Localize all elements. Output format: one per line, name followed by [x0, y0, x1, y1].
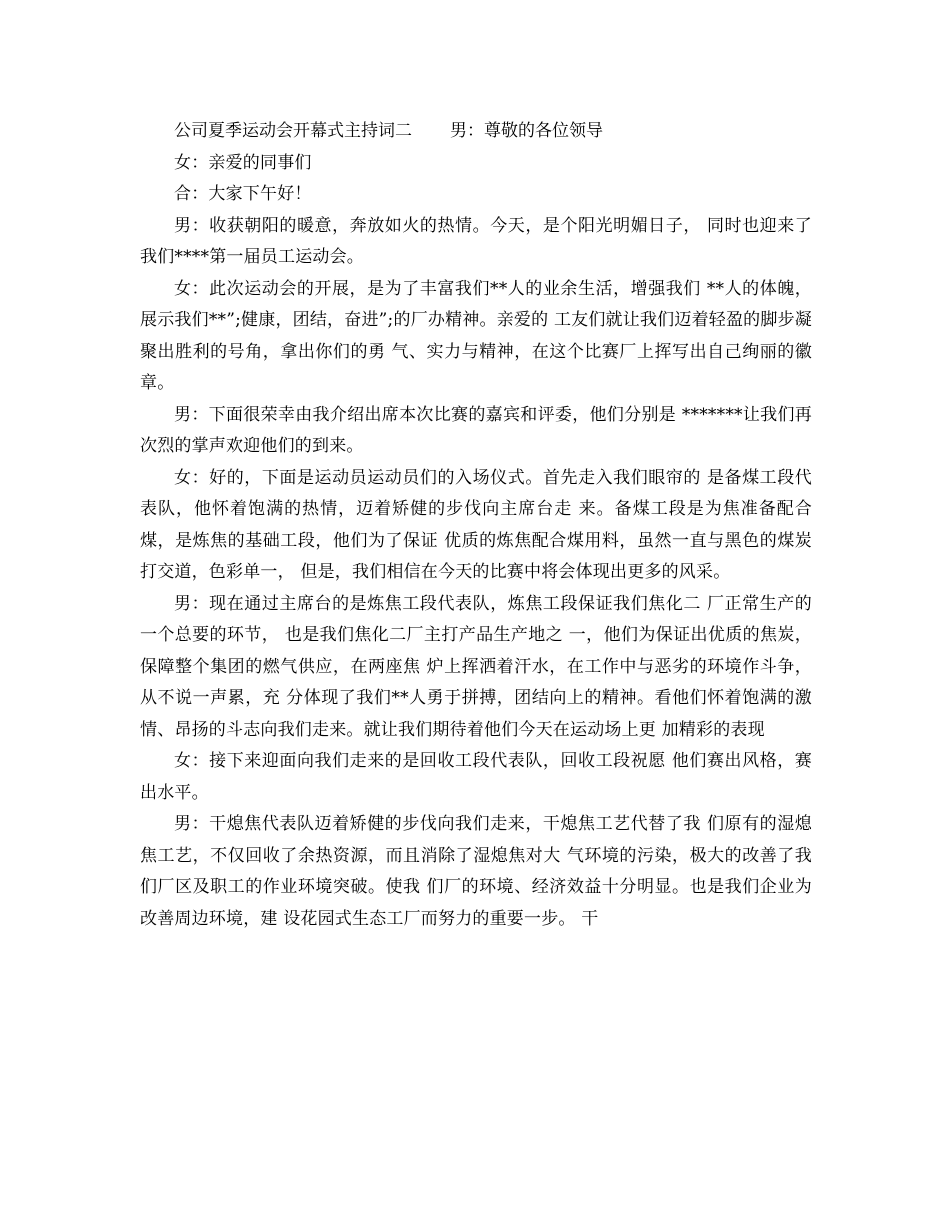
paragraph: 男：干熄焦代表队迈着矫健的步伐向我们走来，干熄焦工艺代替了我 们原有的湿熄焦工艺，不仅回收了余热资源，而且消除了湿熄焦对大 气环境的污染，极大的改善了我们厂区及职工的作业环境突破。使我 们厂的环境、经济效益十分明显。也是我们企业为改善周边环境，建 设花园式生态工厂而努力的重要一步。 干	[140, 814, 812, 929]
document-title: 公司夏季运动会开幕式主持词二	[174, 121, 412, 141]
paragraph: 女：接下来迎面向我们走来的是回收工段代表队，回收工段祝愿 他们赛出风格，赛出水平。	[140, 751, 812, 803]
opening-line: 男：尊敬的各位领导	[450, 121, 603, 141]
document-page	[140, 116, 812, 935]
paragraph: 女：亲爱的同事们	[174, 152, 312, 173]
paragraph: 女：好的，下面是运动员运动员们的入场仪式。首先走入我们眼帘的 是备煤工段代表队，他怀着饱满的热情，迈着矫健的步伐向主席台走 来。备煤工段是为焦准备配合煤，是炼焦的基础工段，他们为了保证 优质的炼焦配合煤用料，虽然一直与黑色的煤炭打交道，色彩单一， 但是，我们相信在今天的比赛中将会体现出更多的风采。	[140, 467, 812, 582]
paragraph: 合：大家下午好！	[174, 184, 312, 204]
paragraph: 女：此次运动会的开展，是为了丰富我们**人的业余生活，增强我们 **人的体魄，展示我们**”;健康，团结，奋进”;的厂办精神。亲爱的 工友们就让我们迈着轻盈的脚步凝聚出胜利的号角，拿出你们的勇 气、实力与精神，在这个比赛厂上挥写出自己绚丽的徽章。	[140, 278, 812, 393]
paragraph: 男：下面很荣幸由我介绍出席本次比赛的嘉宾和评委，他们分别是 *******让我们再次烈的掌声欢迎他们的到来。	[140, 404, 812, 456]
paragraph: 男：现在通过主席台的是炼焦工段代表队，炼焦工段保证我们焦化二 厂正常生产的一个总要的环节， 也是我们焦化二厂主打产品生产地之 一，他们为保证出优质的焦炭，保障整个集团的燃气供应，在两座焦 炉上挥洒着汗水，在工作中与恶劣的环境作斗争，从不说一声累，充 分体现了我们**人勇于拼搏，团结向上的精神。看他们怀着饱满的激情、昂扬的斗志向我们走来。就让我们期待着他们今天在运动场上更 加精彩的表现	[140, 593, 812, 740]
paragraph: 男：收获朝阳的暖意，奔放如火的热情。今天，是个阳光明媚日子， 同时也迎来了我们****第一届员工运动会。	[140, 215, 812, 267]
title-line	[140, 116, 812, 148]
